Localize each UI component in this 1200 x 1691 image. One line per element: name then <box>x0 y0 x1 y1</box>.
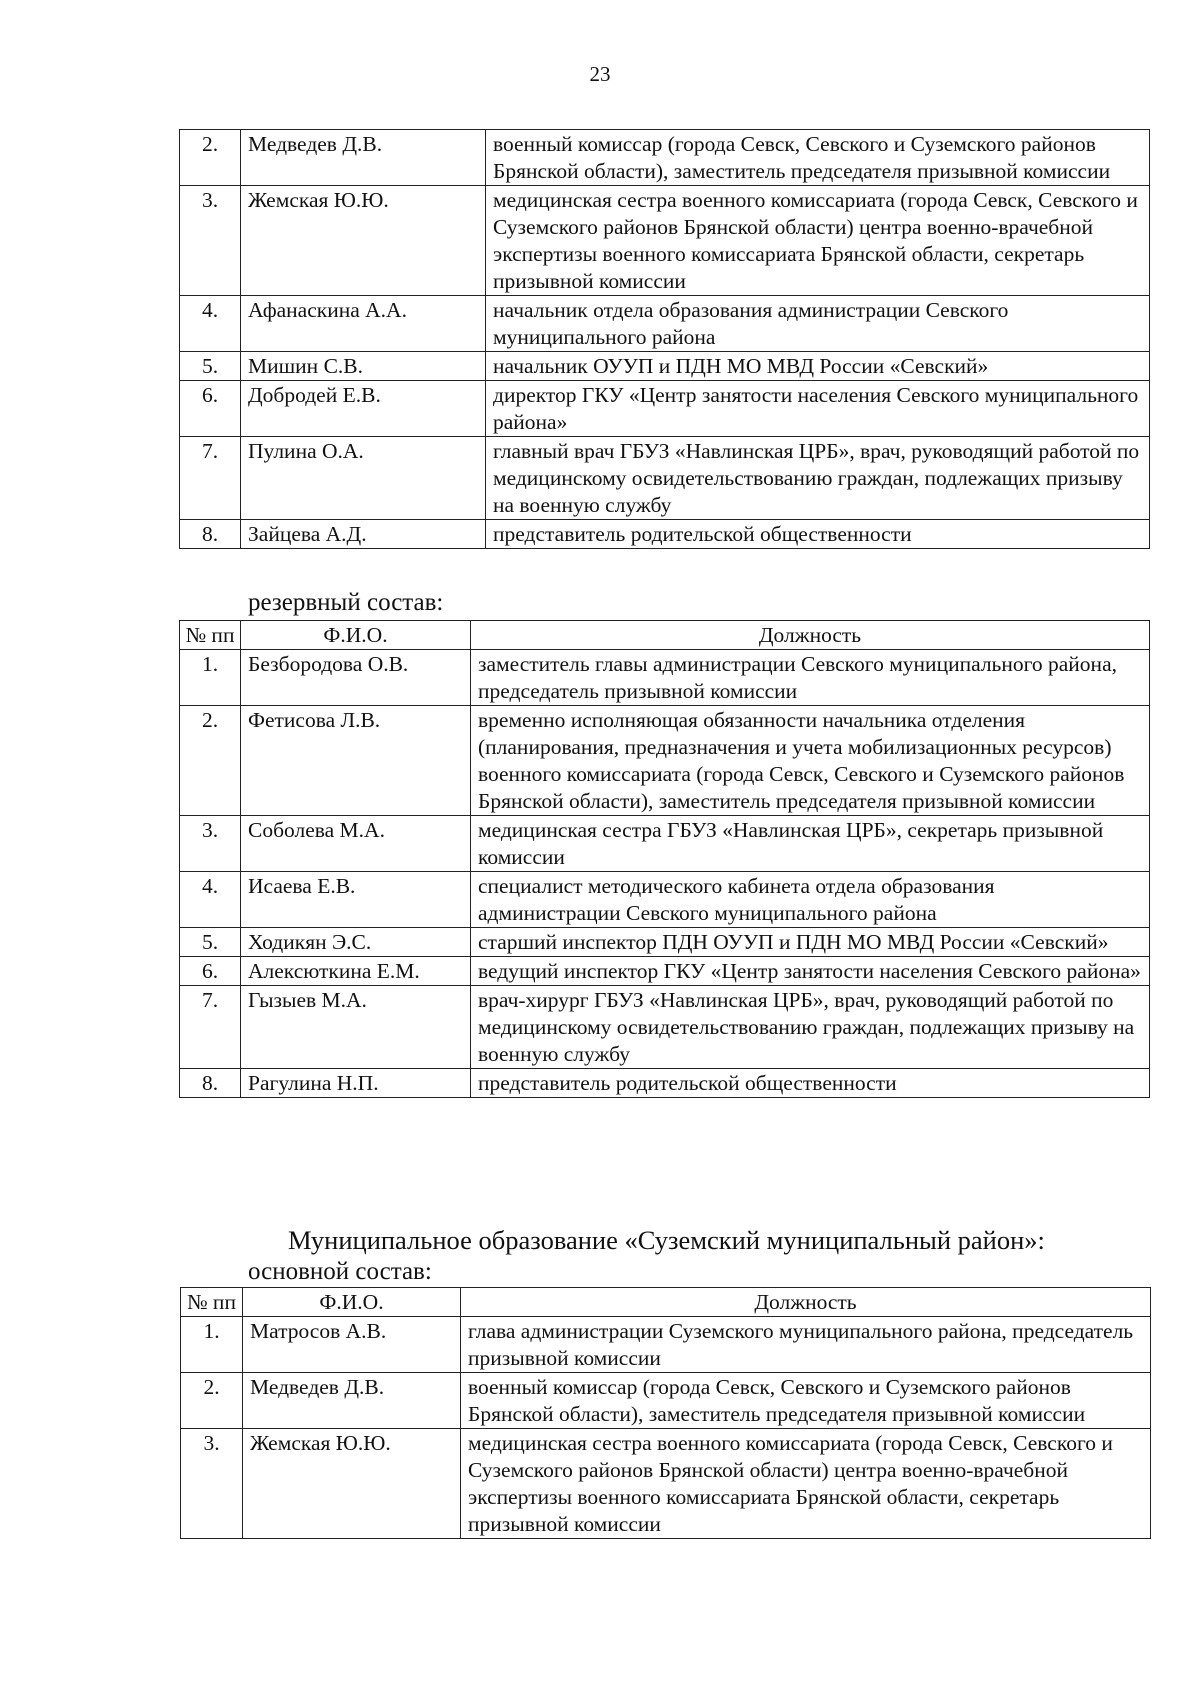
row-full-name: Медведев Д.В. <box>241 130 486 186</box>
row-position: ведущий инспектор ГКУ «Центр занятости населения Севского района» <box>471 957 1150 986</box>
row-full-name: Соболева М.А. <box>241 816 471 872</box>
row-number: 1. <box>181 1317 243 1373</box>
table-row <box>180 957 1150 986</box>
table-row <box>180 520 1150 549</box>
row-full-name: Пулина О.А. <box>241 437 486 520</box>
row-number: 8. <box>180 520 241 549</box>
main-composition-caption: основной состав: <box>248 1258 432 1285</box>
header-position: Должность <box>461 1288 1151 1317</box>
header-position: Должность <box>471 621 1150 650</box>
row-full-name: Ходикян Э.С. <box>241 928 471 957</box>
table-row <box>180 352 1150 381</box>
row-position: врач-хирург ГБУЗ «Навлинская ЦРБ», врач, руководящий работой по медицинскому освидетельствованию граждан, подлежащих призыву на военную службу <box>471 986 1150 1069</box>
row-full-name: Исаева Е.В. <box>241 872 471 928</box>
row-number: 4. <box>180 296 241 352</box>
table-row <box>180 986 1150 1069</box>
table-row <box>180 816 1150 872</box>
row-full-name: Матросов А.В. <box>243 1317 461 1373</box>
table-header-row <box>181 1288 1151 1317</box>
row-position: медицинская сестра военного комиссариата (города Севск, Севского и Суземского районов Брянской области) центра военно-врачебной экспертизы военного комиссариата Брянской области, секретарь призывной комиссии <box>461 1429 1151 1539</box>
table-row <box>180 130 1150 186</box>
row-full-name: Мишин С.В. <box>241 352 486 381</box>
row-full-name: Жемская Ю.Ю. <box>243 1429 461 1539</box>
row-number: 1. <box>180 650 241 706</box>
row-position: представитель родительской общественности <box>471 1069 1150 1098</box>
row-position: представитель родительской общественности <box>486 520 1150 549</box>
row-number: 3. <box>181 1429 243 1539</box>
table-row <box>180 1069 1150 1098</box>
row-position: медицинская сестра ГБУЗ «Навлинская ЦРБ», секретарь призывной комиссии <box>471 816 1150 872</box>
reserve-composition-caption: резервный состав: <box>248 589 444 616</box>
row-position: глава администрации Суземского муниципального района, председатель призывной комиссии <box>461 1317 1151 1373</box>
row-number: 2. <box>181 1373 243 1429</box>
row-position: директор ГКУ «Центр занятости населения Севского муниципального района» <box>486 381 1150 437</box>
header-number: № пп <box>181 1288 243 1317</box>
table-row <box>180 706 1150 816</box>
row-full-name: Жемская Ю.Ю. <box>241 186 486 296</box>
row-position: временно исполняющая обязанности начальника отделения (планирования, предназначения и учета мобилизационных ресурсов) военного комиссариата (города Севск, Севского и Суземского районов Брянской области), заместитель председателя призывной комиссии <box>471 706 1150 816</box>
row-number: 4. <box>180 872 241 928</box>
table-row <box>181 1373 1151 1429</box>
row-number: 7. <box>180 437 241 520</box>
row-number: 5. <box>180 928 241 957</box>
table-row <box>180 381 1150 437</box>
table-row <box>180 186 1150 296</box>
main-composition-table-continued <box>179 129 1150 549</box>
row-position: медицинская сестра военного комиссариата (города Севск, Севского и Суземского районов Брянской области) центра военно-врачебной экспертизы военного комиссариата Брянской области, секретарь призывной комиссии <box>486 186 1150 296</box>
table-header-row <box>180 621 1150 650</box>
row-position: заместитель главы администрации Севского муниципального района, председатель призывной комиссии <box>471 650 1150 706</box>
reserve-composition-table <box>179 620 1150 1098</box>
table-row <box>180 296 1150 352</box>
page-number: 23 <box>589 62 611 86</box>
header-full-name: Ф.И.О. <box>243 1288 461 1317</box>
suzemka-main-composition-table <box>180 1287 1151 1539</box>
row-number: 5. <box>180 352 241 381</box>
table-row <box>180 928 1150 957</box>
table-row <box>181 1317 1151 1373</box>
row-number: 2. <box>180 130 241 186</box>
row-position: специалист методического кабинета отдела образования администрации Севского муниципального района <box>471 872 1150 928</box>
table-row <box>180 437 1150 520</box>
row-full-name: Медведев Д.В. <box>243 1373 461 1429</box>
row-position: старший инспектор ПДН ОУУП и ПДН МО МВД России «Севский» <box>471 928 1150 957</box>
row-full-name: Фетисова Л.В. <box>241 706 471 816</box>
row-position: главный врач ГБУЗ «Навлинская ЦРБ», врач, руководящий работой по медицинскому освидетельствованию граждан, подлежащих призыву на военную службу <box>486 437 1150 520</box>
row-position: начальник отдела образования администрации Севского муниципального района <box>486 296 1150 352</box>
row-full-name: Алексюткина Е.М. <box>241 957 471 986</box>
table-row <box>180 650 1150 706</box>
row-full-name: Афанаскина А.А. <box>241 296 486 352</box>
row-full-name: Рагулина Н.П. <box>241 1069 471 1098</box>
row-full-name: Зайцева А.Д. <box>241 520 486 549</box>
row-full-name: Безбородова О.В. <box>241 650 471 706</box>
row-number: 8. <box>180 1069 241 1098</box>
header-full-name: Ф.И.О. <box>241 621 471 650</box>
row-number: 7. <box>180 986 241 1069</box>
table-row <box>181 1429 1151 1539</box>
row-number: 2. <box>180 706 241 816</box>
header-number: № пп <box>180 621 241 650</box>
row-number: 3. <box>180 816 241 872</box>
row-full-name: Гызыев М.А. <box>241 986 471 1069</box>
row-position: военный комиссар (города Севск, Севского и Суземского районов Брянской области), заместитель председателя призывной комиссии <box>461 1373 1151 1429</box>
row-position: начальник ОУУП и ПДН МО МВД России «Севский» <box>486 352 1150 381</box>
municipality-heading: Муниципальное образование «Суземский муниципальный район»: <box>288 1225 1045 1255</box>
table-row <box>180 872 1150 928</box>
row-number: 3. <box>180 186 241 296</box>
row-position: военный комиссар (города Севск, Севского и Суземского районов Брянской области), заместитель председателя призывной комиссии <box>486 130 1150 186</box>
row-number: 6. <box>180 381 241 437</box>
row-full-name: Добродей Е.В. <box>241 381 486 437</box>
row-number: 6. <box>180 957 241 986</box>
